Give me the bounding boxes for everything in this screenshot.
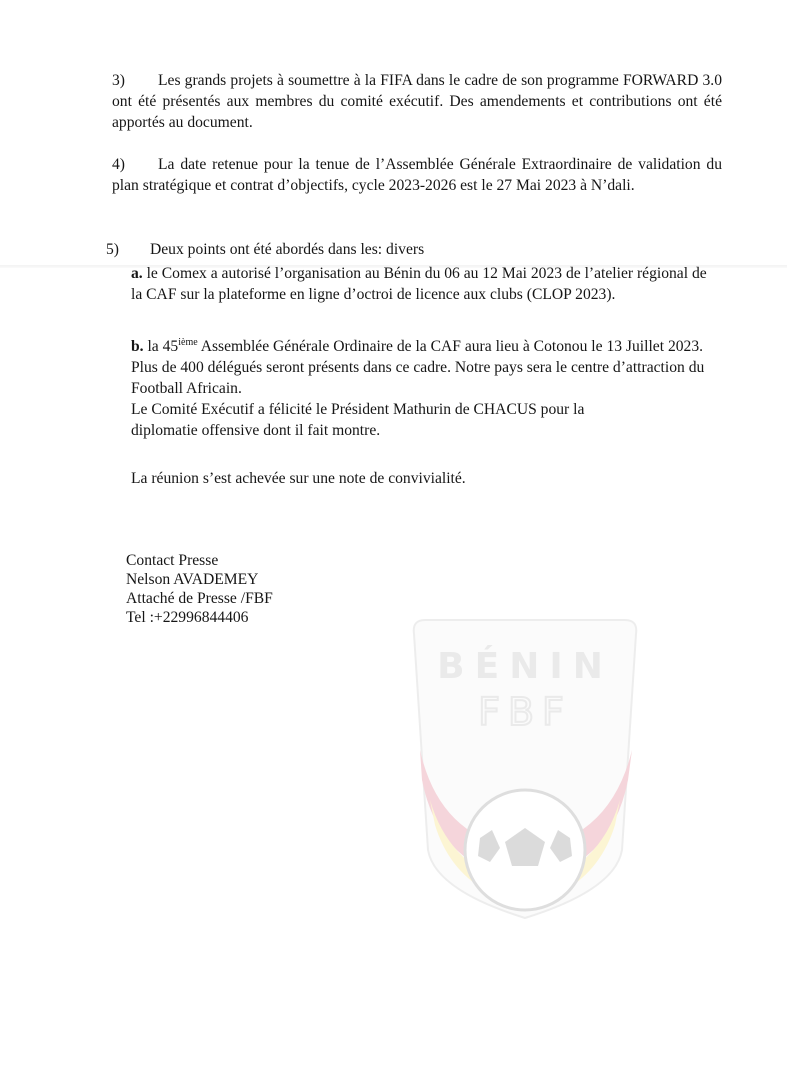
paragraph-5-number: 5) [106, 241, 119, 258]
paragraph-5-text: Deux points ont été abordés dans les: divers [150, 241, 425, 258]
sub-item-b-superscript: ième [178, 337, 198, 348]
sub-item-b [131, 336, 711, 441]
sub-item-b-text-after: Assemblée Générale Ordinaire de la CAF aura lieu à Cotonou le 13 Juillet 2023. Plus de 400 délégués seront présents dans ce cadre. Notre pays sera le centre d’attraction du Football Africain. [131, 338, 705, 397]
contact-phone: Tel :+22996844406 [126, 609, 249, 626]
watermark-text-benin: BÉNIN [437, 646, 613, 687]
paragraph-5 [106, 239, 424, 260]
paragraph-3 [112, 70, 722, 133]
paragraph-4-text: La date retenue pour la tenue de l’Assemblée Générale Extraordinaire de validation du plan stratégique et contrat d’objectifs, cycle 2023-2026 est le 27 Mai 2023 à N’dali. [112, 156, 722, 194]
sub-item-b-line-2: diplomatie offensive dont il fait montre. [131, 422, 381, 439]
contact-role: Attaché de Presse /FBF [126, 590, 273, 607]
fbf-watermark-logo [410, 600, 640, 920]
sub-item-a [131, 263, 711, 305]
paragraph-4-number: 4) [112, 156, 125, 173]
sub-item-a-letter: a. [131, 265, 143, 282]
sub-item-b-text-before: la 45 [143, 338, 179, 355]
sub-item-b-letter: b. [131, 338, 144, 355]
contact-title: Contact Presse [126, 552, 219, 569]
paragraph-4 [112, 154, 722, 196]
closing-sentence: La réunion s’est achevée sur une note de convivialité. [131, 470, 466, 487]
press-contact-block [126, 551, 273, 627]
watermark-text-fbf: FBF [478, 690, 572, 734]
contact-name: Nelson AVADEMEY [126, 571, 259, 588]
paragraph-3-number: 3) [112, 72, 125, 89]
sub-item-a-text: le Comex a autorisé l’organisation au Bénin du 06 au 12 Mai 2023 de l’atelier régional de la CAF sur la plateforme en ligne d’octroi de licence aux clubs (CLOP 2023). [131, 265, 707, 303]
paragraph-3-text: Les grands projets à soumettre à la FIFA dans le cadre de son programme FORWARD 3.0 ont été présentés aux membres du comité exécutif. Des amendements et contributions ont été apportés au document. [112, 72, 722, 131]
sub-item-b-line-1: Le Comité Exécutif a félicité le Président Mathurin de CHACUS pour la [131, 401, 585, 418]
